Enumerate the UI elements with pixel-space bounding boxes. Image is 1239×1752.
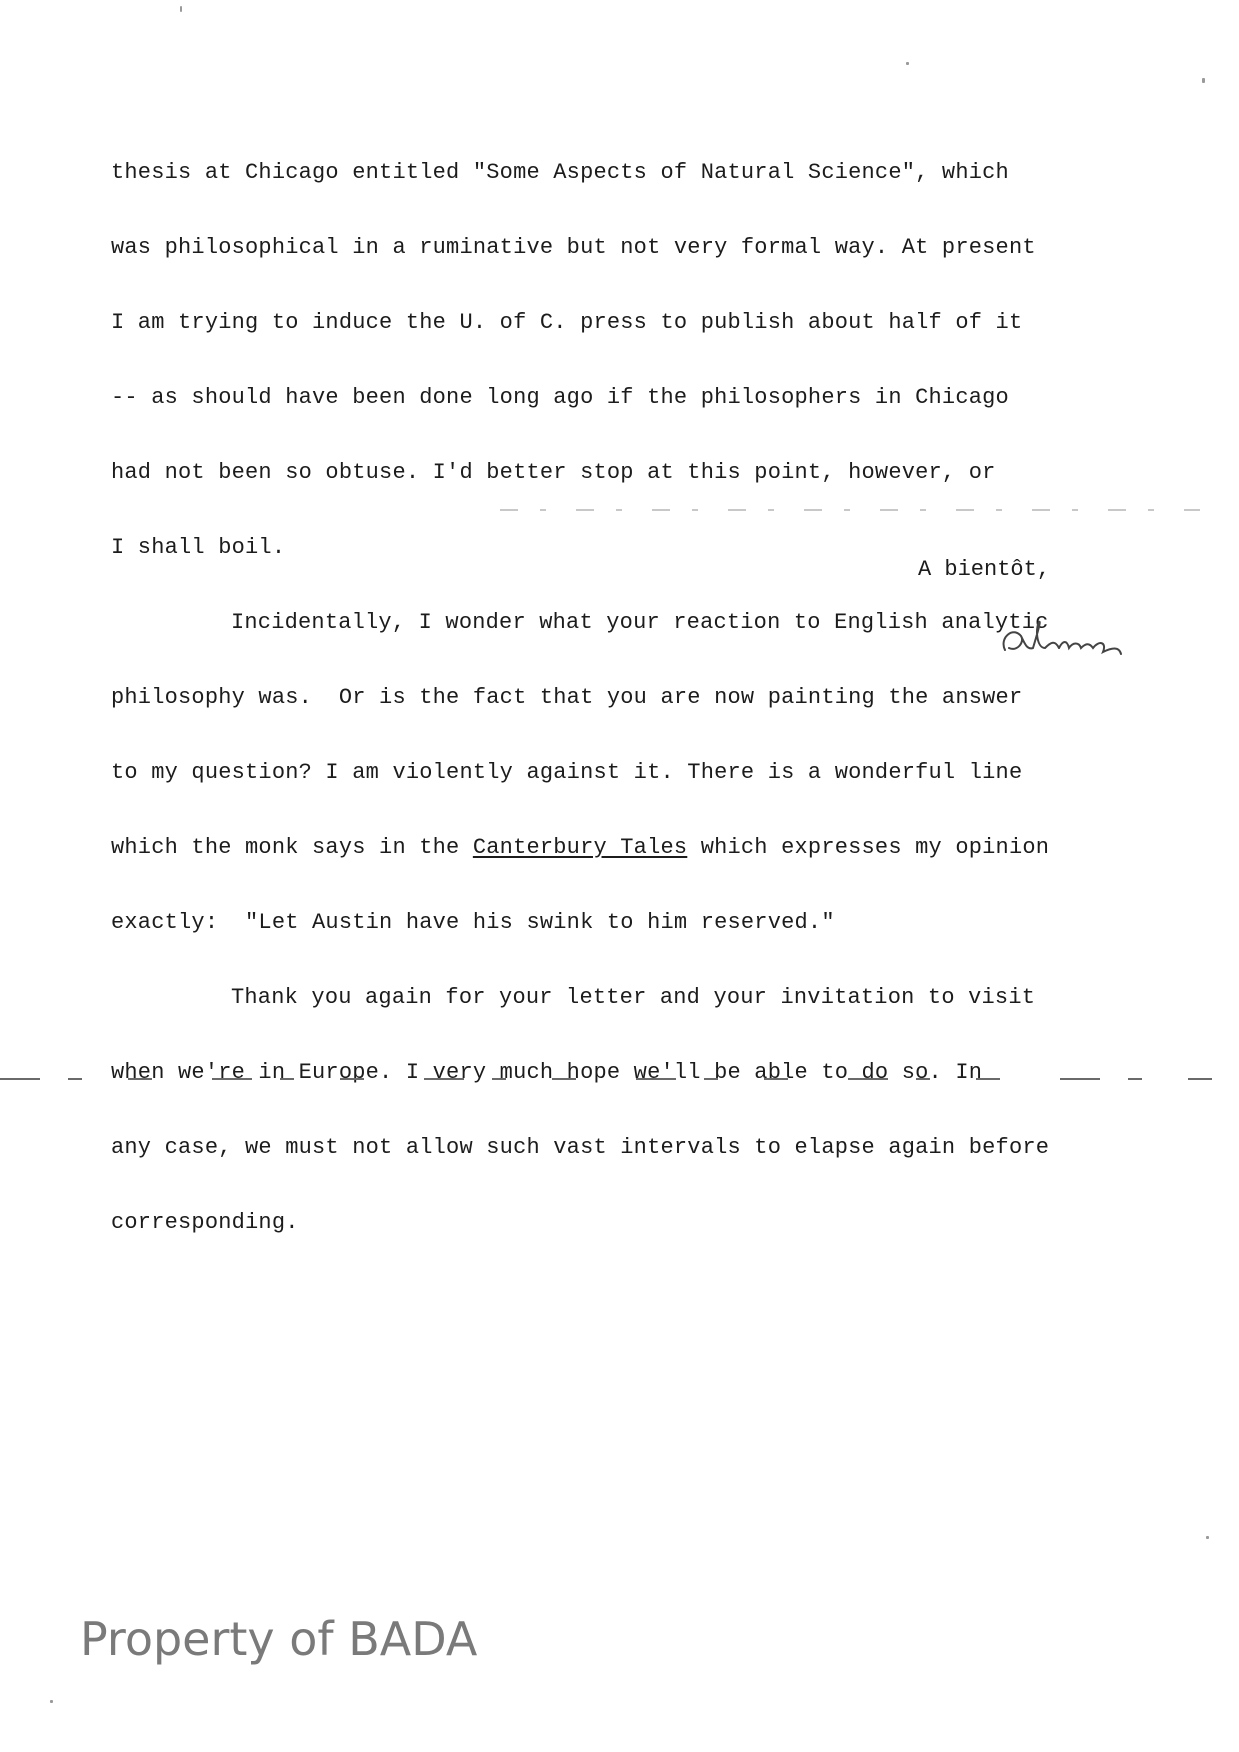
letter-line: -- as should have been done long ago if the philosophers in Chicago xyxy=(111,385,1009,410)
closing-salutation: A bientôt, xyxy=(918,557,1051,582)
watermark: Property of BADA xyxy=(80,1612,478,1666)
scan-speck xyxy=(50,1700,53,1703)
letter-line xyxy=(111,985,1171,1010)
line-segment: which expresses my opinion xyxy=(687,835,1050,860)
fold-line xyxy=(0,1076,1239,1082)
letter-line: was philosophical in a ruminative but not very formal way. At present xyxy=(111,235,1036,260)
book-title: Canterbury Tales xyxy=(472,835,688,860)
scan-speck xyxy=(180,6,182,12)
letter-line: any case, we must not allow such vast intervals to elapse again before xyxy=(111,1135,1050,1160)
paragraph-start: Incidentally, I wonder what your reaction to English analytic xyxy=(231,610,1049,635)
letter-line: corresponding. xyxy=(111,1210,299,1235)
paragraph-start: Thank you again for your letter and your invitation to visit xyxy=(231,985,1036,1010)
letter-body xyxy=(111,110,1171,1285)
scan-speck xyxy=(1206,1536,1209,1539)
letter-line xyxy=(111,835,1171,860)
letter-line: exactly: "Let Austin have his swink to him reserved." xyxy=(111,910,835,935)
letter-line: thesis at Chicago entitled "Some Aspects of Natural Science", which xyxy=(111,160,1009,185)
scan-line xyxy=(500,508,1200,512)
handwritten-signature xyxy=(995,608,1145,668)
letter-line: I am trying to induce the U. of C. press to publish about half of it xyxy=(111,310,1023,335)
letter-line: I shall boil. xyxy=(111,535,286,560)
scan-speck xyxy=(906,62,909,65)
line-segment: which the monk says in the xyxy=(111,835,473,860)
scan-speck xyxy=(1202,78,1205,83)
letter-line: had not been so obtuse. I'd better stop at this point, however, or xyxy=(111,460,996,485)
letter-line: philosophy was. Or is the fact that you are now painting the answer xyxy=(111,685,1023,710)
letter-line: to my question? I am violently against it. There is a wonderful line xyxy=(111,760,1023,785)
letter-line: when we're in Europe. I very much hope we'll be able to do so. In xyxy=(111,1060,983,1085)
